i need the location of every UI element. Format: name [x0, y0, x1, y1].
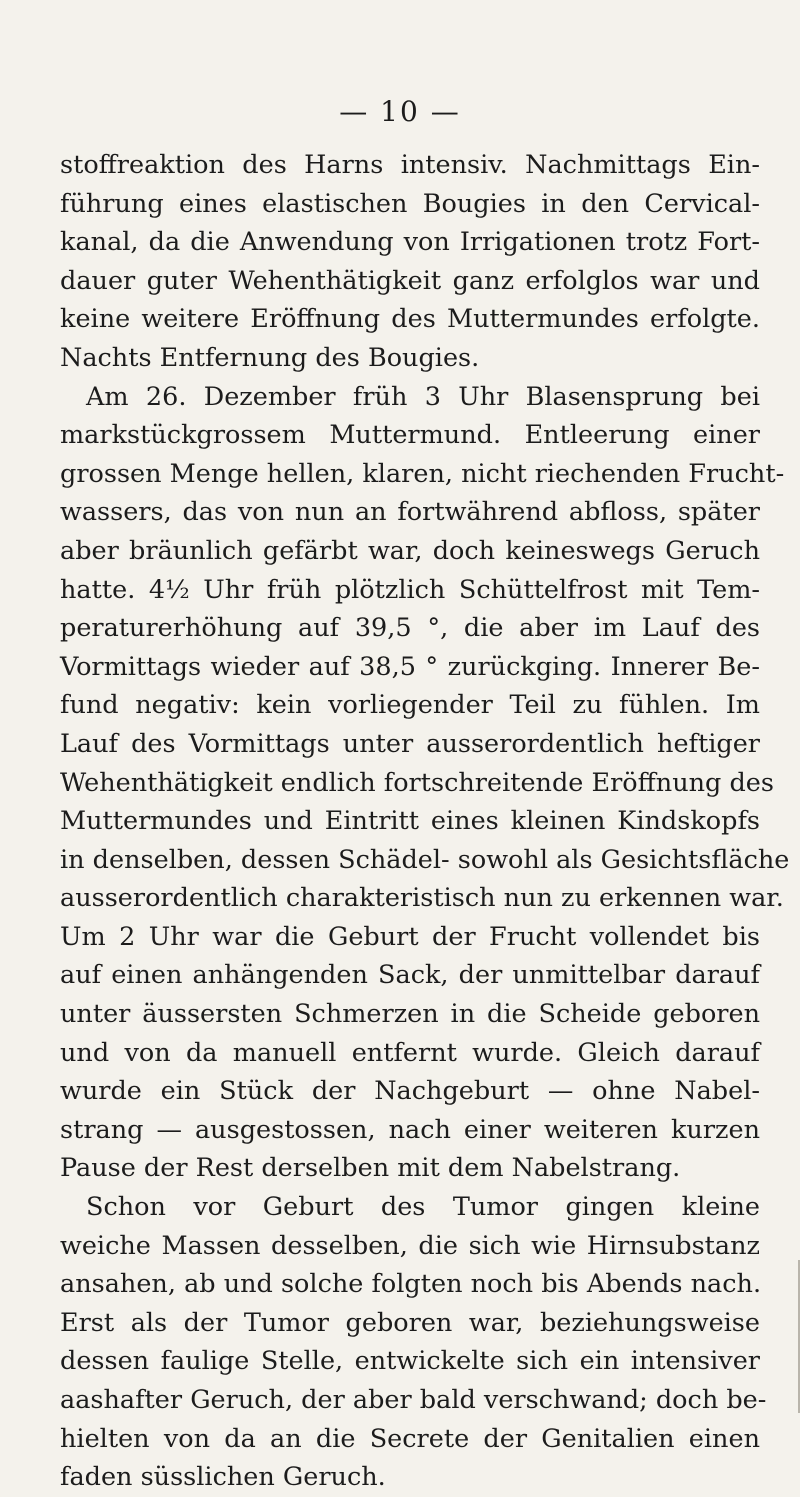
- text-line: in denselben, dessen Schädel- sowohl als Gesichtsfläche: [60, 844, 790, 875]
- text-line: wurde ein Stück der Nachgeburt — ohne Nabel-: [60, 1076, 760, 1107]
- text-line: markstückgrossem Muttermund. Entleerung einer: [60, 420, 760, 451]
- body-text: [60, 146, 790, 1497]
- text-line: strang — ausgestossen, nach einer weiteren kurzen: [60, 1114, 760, 1145]
- text-line: Um 2 Uhr war die Geburt der Frucht vollendet bis: [60, 921, 760, 952]
- text-line: Wehenthätigkeit endlich fortschreitende Eröffnung des: [60, 767, 774, 798]
- text-line: faden süsslichen Geruch.: [60, 1462, 386, 1493]
- text-line: grossen Menge hellen, klaren, nicht riechenden Frucht-: [60, 458, 785, 489]
- text-line: peraturerhöhung auf 39,5 °, die aber im Lauf des: [60, 613, 760, 644]
- text-line: und von da manuell entfernt wurde. Gleich darauf: [60, 1037, 760, 1068]
- text-line: Schon vor Geburt des Tumor gingen kleine: [86, 1192, 760, 1223]
- text-line: aashafter Geruch, der aber bald verschwand; doch be-: [60, 1385, 767, 1415]
- text-line: Lauf des Vormittags unter ausserordentlich heftiger: [60, 728, 760, 759]
- page-number: — 10 —: [339, 95, 461, 128]
- text-line: kanal, da die Anwendung von Irrigationen trotz Fort-: [60, 227, 760, 258]
- text-line: fund negativ: kein vorliegender Teil zu fühlen. Im: [60, 690, 760, 721]
- text-line: Muttermundes und Eintritt eines kleinen Kindskopfs: [60, 806, 760, 837]
- text-line: Am 26. Dezember früh 3 Uhr Blasensprung bei: [86, 381, 760, 412]
- text-line: keine weitere Eröffnung des Muttermundes erfolgte.: [60, 304, 760, 335]
- text-line: weiche Massen desselben, die sich wie Hirnsubstanz: [60, 1230, 760, 1261]
- text-line: dauer guter Wehenthätigkeit ganz erfolglos war und: [60, 265, 760, 296]
- text-line: stoffreaktion des Harns intensiv. Nachmittags Ein-: [60, 150, 760, 180]
- text-line: aber bräunlich gefärbt war, doch keineswegs Geruch: [60, 535, 760, 566]
- text-line: unter äussersten Schmerzen in die Scheide geboren: [60, 999, 760, 1030]
- text-line: ausserordentlich charakteristisch nun zu erkennen war.: [60, 883, 784, 914]
- text-line: dessen faulige Stelle, entwickelte sich ein intensiver: [60, 1346, 760, 1377]
- text-line: ansahen, ab und solche folgten noch bis Abends nach.: [60, 1269, 762, 1300]
- text-line: führung eines elastischen Bougies in den Cervical-: [60, 188, 760, 219]
- text-line: Vormittags wieder auf 38,5 ° zurückging. Innerer Be-: [60, 651, 760, 682]
- text-line: Erst als der Tumor geboren war, beziehungsweise: [60, 1307, 760, 1338]
- text-line: auf einen anhängenden Sack, der unmittelbar darauf: [60, 960, 760, 991]
- text-line: Pause der Rest derselben mit dem Nabelstrang.: [60, 1153, 681, 1184]
- text-line: hielten von da an die Secrete der Genitalien einen: [60, 1423, 760, 1454]
- text-line: Nachts Entfernung des Bougies.: [60, 342, 480, 373]
- text-line: wassers, das von nun an fortwährend abfloss, später: [60, 497, 760, 528]
- text-line: hatte. 4½ Uhr früh plötzlich Schüttelfrost mit Tem-: [60, 574, 760, 605]
